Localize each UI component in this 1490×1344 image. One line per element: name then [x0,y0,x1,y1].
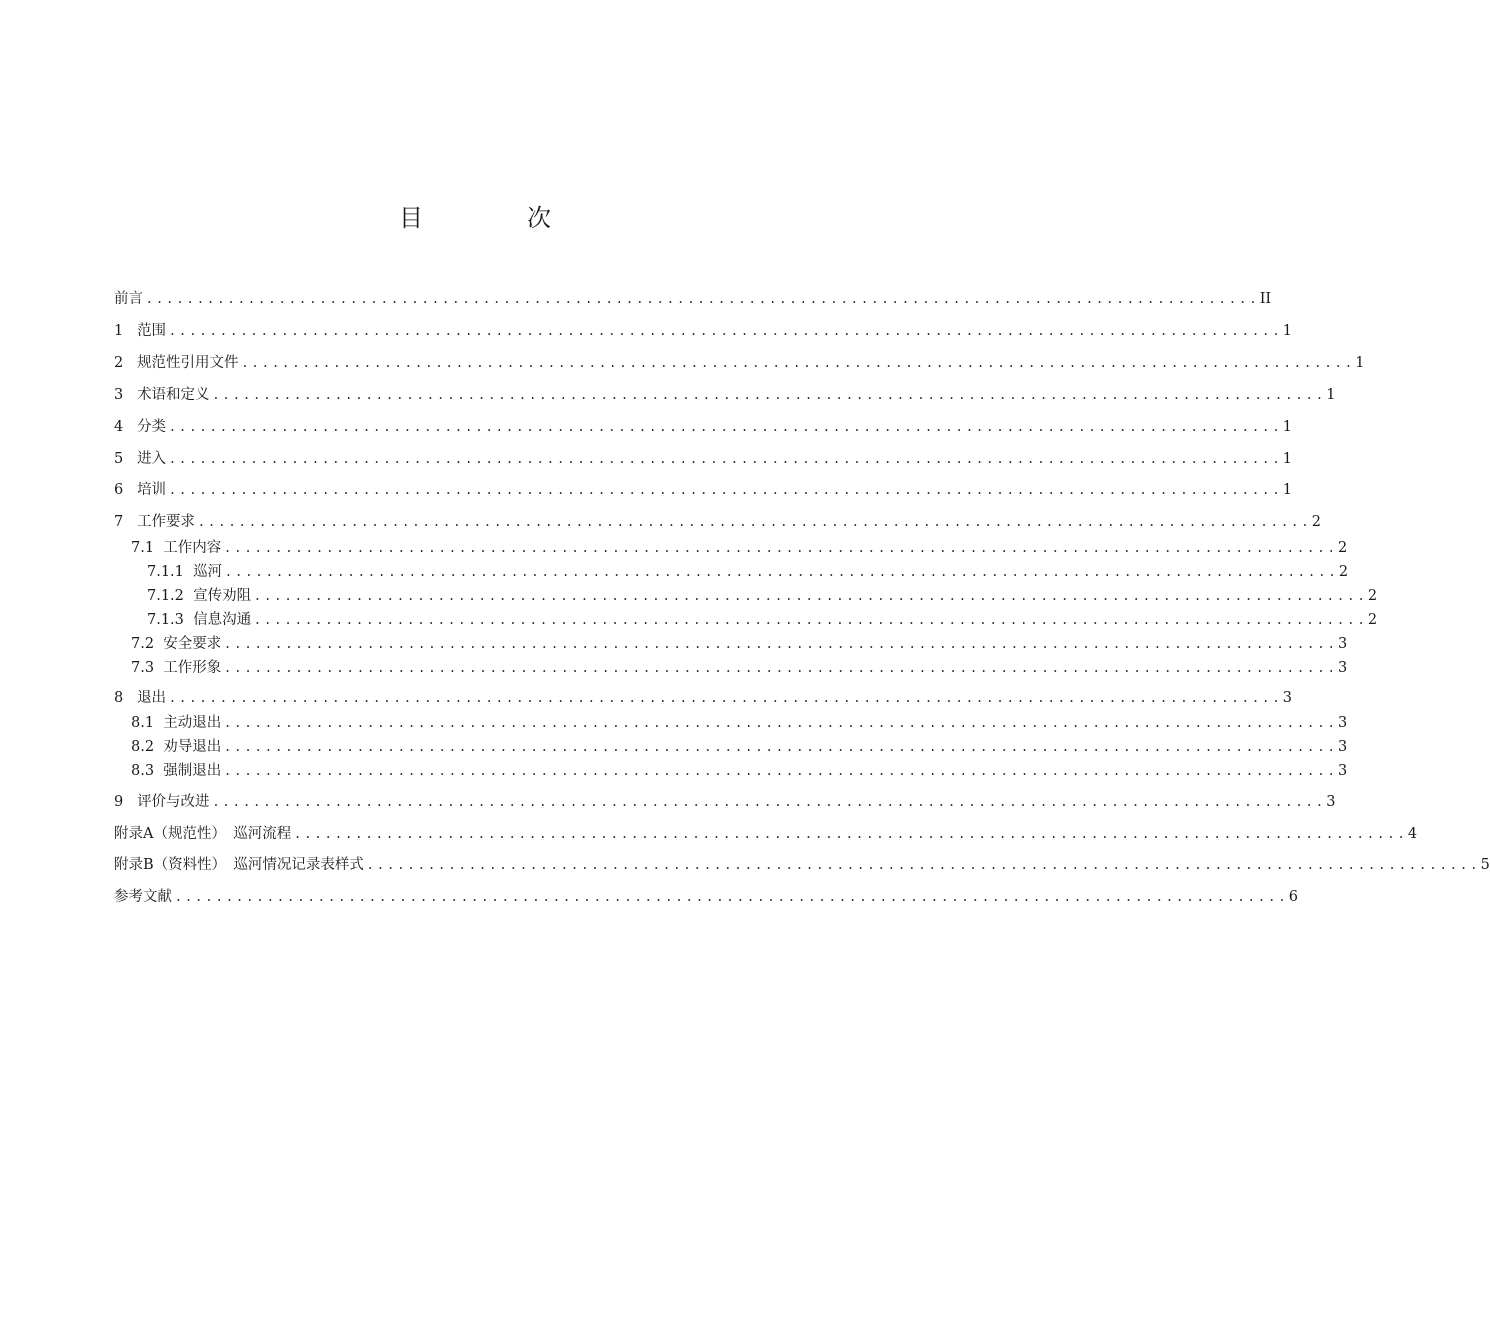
dot-leader: . . . . . . . . . . . . . . . . . . . . . . . . . . . . . . . . . . . . . . . . . . . . . . . . . . . . . . . . . . . . . . . . . . . . . . . . . . . . . . . . . . . . . . . . . . . . . . . . . . . . . . . . . . . . . [225,660,1334,676]
toc-entry-number: 7 [114,514,124,530]
toc-entry-label: 附录A（规范性） 巡河流程 [114,826,292,842]
toc-entry-7[interactable] [114,512,1321,532]
toc-entry-page: 1 [1282,323,1292,339]
toc-entry-label: 培训 [137,482,167,498]
toc-entry-page: 3 [1282,690,1292,706]
toc-entry-label: 评价与改进 [137,794,210,810]
toc-entry-page: 3 [1337,715,1348,731]
toc-entry-page: II [1259,291,1272,307]
toc-entry-page: 1 [1282,482,1292,498]
toc-entry-number: 3 [114,387,124,403]
toc-entry-label: 信息沟通 [193,612,252,628]
toc-entry-number: 5 [114,451,124,467]
toc-entry-number: 2 [114,355,124,371]
toc-entry-page: 4 [1407,826,1418,842]
dot-leader: . . . . . . . . . . . . . . . . . . . . . . . . . . . . . . . . . . . . . . . . . . . . . . . . . . . . . . . . . . . . . . . . . . . . . . . . . . . . . . . . . . . . . . . . . . . . . . . . . . . . . . . . . . . . . [295,826,1404,842]
toc-entry-1[interactable] [114,321,1292,341]
toc-entry-page: 2 [1367,588,1378,604]
toc-entry-label: 术语和定义 [137,387,210,403]
dot-leader: . . . . . . . . . . . . . . . . . . . . . . . . . . . . . . . . . . . . . . . . . . . . . . . . . . . . . . . . . . . . . . . . . . . . . . . . . . . . . . . . . . . . . . . . . . . . . . . . . . . . . . . . . . . . . [225,739,1334,755]
toc-entry-label: 宣传劝阻 [193,588,252,604]
toc-entry-bibliography[interactable] [114,887,1298,907]
dot-leader: . . . . . . . . . . . . . . . . . . . . . . . . . . . . . . . . . . . . . . . . . . . . . . . . . . . . . . . . . . . . . . . . . . . . . . . . . . . . . . . . . . . . . . . . . . . . . . . . . . . . . . . . . . . . . [367,857,1477,873]
toc-entry-7-1-1[interactable] [114,562,1349,582]
toc-entry-page: 1 [1326,387,1336,403]
dot-leader: . . . . . . . . . . . . . . . . . . . . . . . . . . . . . . . . . . . . . . . . . . . . . . . . . . . . . . . . . . . . . . . . . . . . . . . . . . . . . . . . . . . . . . . . . . . . . . . . . . . . . . . . . . . . . [255,588,1364,604]
toc-entry-4[interactable] [114,417,1292,437]
toc-entry-page: 6 [1288,889,1298,905]
toc-entry-number: 1 [114,323,124,339]
toc-entry-page: 2 [1337,540,1348,556]
toc-entry-number: 7.1.3 [147,612,184,628]
toc-entry-5[interactable] [114,449,1292,469]
toc-entry-label: 工作形象 [163,660,222,676]
toc-entry-number: 7.1.2 [147,588,184,604]
toc-entry-6[interactable] [114,480,1292,500]
toc-entry-page: 3 [1337,660,1348,676]
toc-entry-page: 3 [1337,636,1348,652]
toc-entry-label: 工作内容 [163,540,222,556]
toc-entry-number: 8 [114,690,124,706]
toc-entry-7-2[interactable] [114,634,1348,654]
toc-entry-label: 分类 [137,419,167,435]
toc-entry-7-3[interactable] [114,658,1348,678]
toc-entry-7-1-2[interactable] [114,586,1378,606]
dot-leader: . . . . . . . . . . . . . . . . . . . . . . . . . . . . . . . . . . . . . . . . . . . . . . . . . . . . . . . . . . . . . . . . . . . . . . . . . . . . . . . . . . . . . . . . . . . . . . . . . . . . . . . . . . . . . [225,540,1334,556]
toc-entry-foreword[interactable] [114,289,1272,309]
toc-entry-label: 附录B（资料性） 巡河情况记录表样式 [114,857,364,873]
toc-entry-2[interactable] [114,353,1365,373]
toc-entry-9[interactable] [114,792,1336,812]
toc-entry-7-1-3[interactable] [114,610,1378,630]
toc-entry-8-1[interactable] [114,713,1348,733]
toc-entry-number: 8.1 [131,715,155,731]
toc-entry-8[interactable] [114,688,1292,708]
toc-entry-8-3[interactable] [114,761,1348,781]
dot-leader: . . . . . . . . . . . . . . . . . . . . . . . . . . . . . . . . . . . . . . . . . . . . . . . . . . . . . . . . . . . . . . . . . . . . . . . . . . . . . . . . . . . . . . . . . . . . . . . . . . . . . . . . . . . . . [242,355,1352,371]
toc-entry-page: 3 [1337,763,1348,779]
toc-entry-label: 规范性引用文件 [137,355,239,371]
toc-entry-number: 9 [114,794,124,810]
dot-leader: . . . . . . . . . . . . . . . . . . . . . . . . . . . . . . . . . . . . . . . . . . . . . . . . . . . . . . . . . . . . . . . . . . . . . . . . . . . . . . . . . . . . . . . . . . . . . . . . . . . . . . . . . . . . . [225,636,1334,652]
toc-entry-label: 强制退出 [163,763,222,779]
toc-entry-7-1[interactable] [114,538,1348,558]
dot-leader: . . . . . . . . . . . . . . . . . . . . . . . . . . . . . . . . . . . . . . . . . . . . . . . . . . . . . . . . . . . . . . . . . . . . . . . . . . . . . . . . . . . . . . . . . . . . . . . . . . . . . . . . . . . . . [255,612,1364,628]
toc-entry-label: 范围 [137,323,167,339]
dot-leader: . . . . . . . . . . . . . . . . . . . . . . . . . . . . . . . . . . . . . . . . . . . . . . . . . . . . . . . . . . . . . . . . . . . . . . . . . . . . . . . . . . . . . . . . . . . . . . . . . . . . . . . . . . . . . [170,323,1279,339]
toc-entry-appendix-a[interactable] [114,824,1418,844]
page-title: 目 次 [399,204,591,232]
toc-entry-page: 3 [1337,739,1348,755]
toc-entry-page: 2 [1367,612,1378,628]
dot-leader: . . . . . . . . . . . . . . . . . . . . . . . . . . . . . . . . . . . . . . . . . . . . . . . . . . . . . . . . . . . . . . . . . . . . . . . . . . . . . . . . . . . . . . . . . . . . . . . . . . . . . . . . . . . . . [170,482,1279,498]
dot-leader: . . . . . . . . . . . . . . . . . . . . . . . . . . . . . . . . . . . . . . . . . . . . . . . . . . . . . . . . . . . . . . . . . . . . . . . . . . . . . . . . . . . . . . . . . . . . . . . . . . . . . . . . . . . . . [213,387,1323,403]
toc-entry-number: 4 [114,419,124,435]
toc-entry-page: 5 [1480,857,1490,873]
dot-leader: . . . . . . . . . . . . . . . . . . . . . . . . . . . . . . . . . . . . . . . . . . . . . . . . . . . . . . . . . . . . . . . . . . . . . . . . . . . . . . . . . . . . . . . . . . . . . . . . . . . . . . . . . . . . . [225,715,1334,731]
toc-entry-label: 安全要求 [163,636,222,652]
dot-leader: . . . . . . . . . . . . . . . . . . . . . . . . . . . . . . . . . . . . . . . . . . . . . . . . . . . . . . . . . . . . . . . . . . . . . . . . . . . . . . . . . . . . . . . . . . . . . . . . . . . . . . . . . . . . . [176,889,1285,905]
toc-entry-number: 8.3 [131,763,155,779]
toc-entry-page: 2 [1311,514,1321,530]
toc-entry-label: 主动退出 [163,715,222,731]
toc-entry-label: 劝导退出 [163,739,222,755]
toc-entry-page: 1 [1355,355,1365,371]
toc-entry-number: 8.2 [131,739,155,755]
dot-leader: . . . . . . . . . . . . . . . . . . . . . . . . . . . . . . . . . . . . . . . . . . . . . . . . . . . . . . . . . . . . . . . . . . . . . . . . . . . . . . . . . . . . . . . . . . . . . . . . . . . . . . . . . . . . . [226,564,1335,580]
toc-entry-number: 7.3 [131,660,155,676]
toc-entry-number: 6 [114,482,124,498]
dot-leader: . . . . . . . . . . . . . . . . . . . . . . . . . . . . . . . . . . . . . . . . . . . . . . . . . . . . . . . . . . . . . . . . . . . . . . . . . . . . . . . . . . . . . . . . . . . . . . . . . . . . . . . . . . . . . [147,291,1256,307]
toc-entry-number: 7.1.1 [147,564,184,580]
toc-entry-label: 前言 [114,291,143,307]
toc-entry-8-2[interactable] [114,737,1348,757]
toc-entry-page: 3 [1326,794,1336,810]
toc-entry-number: 7.1 [131,540,155,556]
toc-entry-number: 7.2 [131,636,155,652]
toc-entry-page: 2 [1338,564,1349,580]
toc-entry-label: 退出 [137,690,167,706]
toc-entry-appendix-b[interactable] [114,855,1490,875]
dot-leader: . . . . . . . . . . . . . . . . . . . . . . . . . . . . . . . . . . . . . . . . . . . . . . . . . . . . . . . . . . . . . . . . . . . . . . . . . . . . . . . . . . . . . . . . . . . . . . . . . . . . . . . . . . . . . [170,419,1279,435]
toc-entry-label: 参考文献 [114,889,172,905]
dot-leader: . . . . . . . . . . . . . . . . . . . . . . . . . . . . . . . . . . . . . . . . . . . . . . . . . . . . . . . . . . . . . . . . . . . . . . . . . . . . . . . . . . . . . . . . . . . . . . . . . . . . . . . . . . . . . [170,690,1279,706]
toc-entry-page: 1 [1282,419,1292,435]
dot-leader: . . . . . . . . . . . . . . . . . . . . . . . . . . . . . . . . . . . . . . . . . . . . . . . . . . . . . . . . . . . . . . . . . . . . . . . . . . . . . . . . . . . . . . . . . . . . . . . . . . . . . . . . . . . . . [213,794,1323,810]
toc-entry-3[interactable] [114,385,1336,405]
dot-leader: . . . . . . . . . . . . . . . . . . . . . . . . . . . . . . . . . . . . . . . . . . . . . . . . . . . . . . . . . . . . . . . . . . . . . . . . . . . . . . . . . . . . . . . . . . . . . . . . . . . . . . . . . . . . . [225,763,1334,779]
toc-entry-label: 进入 [137,451,167,467]
dot-leader: . . . . . . . . . . . . . . . . . . . . . . . . . . . . . . . . . . . . . . . . . . . . . . . . . . . . . . . . . . . . . . . . . . . . . . . . . . . . . . . . . . . . . . . . . . . . . . . . . . . . . . . . . . . . . [170,451,1279,467]
toc-entry-page: 1 [1282,451,1292,467]
toc-entry-label: 工作要求 [137,514,196,530]
dot-leader: . . . . . . . . . . . . . . . . . . . . . . . . . . . . . . . . . . . . . . . . . . . . . . . . . . . . . . . . . . . . . . . . . . . . . . . . . . . . . . . . . . . . . . . . . . . . . . . . . . . . . . . . . . . . . [199,514,1308,530]
toc-entry-label: 巡河 [193,564,223,580]
